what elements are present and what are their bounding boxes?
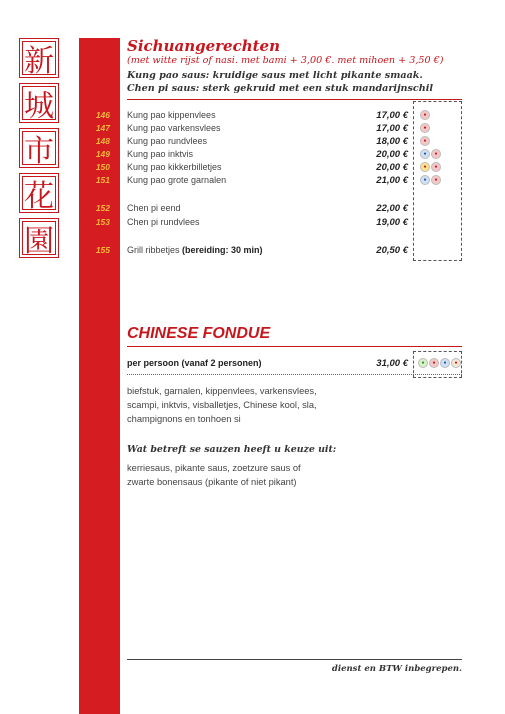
fondue-divider (127, 346, 462, 347)
shellfish-icon: ● (451, 358, 461, 368)
sauce-line-2: zwarte bonensaus (pikante of niet pikant) (127, 477, 297, 487)
sauce-heading: Wat betreft se sauzen heeft u keuze uit: (127, 444, 337, 455)
vegetable-icon: ● (418, 358, 428, 368)
footer-note: dienst en BTW inbegrepen. (331, 664, 462, 674)
menu-item (0, 217, 505, 229)
item-name: Kung pao inktvis (127, 149, 194, 159)
ingredients-line-3: champignons en tonhoen si (127, 414, 241, 424)
spicy-icon: ● (420, 110, 430, 120)
fondue-dotted-rule (127, 374, 462, 375)
item-price: 20,00 € (376, 162, 408, 173)
item-number: 155 (95, 245, 110, 255)
menu-item (0, 136, 505, 148)
sauce-description-chen-pi: Chen pi saus: sterk gekruid met een stuk mandarijnschil (127, 83, 434, 94)
fish-icon: ● (440, 358, 450, 368)
menu-item (0, 110, 505, 122)
spicy-icon: ● (431, 162, 441, 172)
menu-item (0, 203, 505, 215)
footer-divider (127, 659, 462, 660)
fondue-line-price: 31,00 € (376, 358, 408, 369)
spicy-icon: ● (420, 123, 430, 133)
item-price: 17,00 € (376, 110, 408, 121)
item-name: Kung pao grote garnalen (127, 175, 227, 185)
item-number: 152 (95, 203, 110, 213)
menu-item (0, 245, 505, 257)
chinese-char-2: 城 (19, 83, 59, 123)
item-price: 20,00 € (376, 149, 408, 160)
item-number: 149 (95, 149, 110, 159)
spicy-icon: ● (431, 175, 441, 185)
item-price: 18,00 € (376, 136, 408, 147)
item-number: 147 (95, 123, 110, 133)
menu-item (0, 162, 505, 174)
frog-icon: ● (420, 162, 430, 172)
section-divider (127, 99, 462, 100)
menu-item (0, 175, 505, 187)
item-price: 17,00 € (376, 123, 408, 134)
spicy-icon: ● (420, 136, 430, 146)
chinese-char-4: 花 (19, 173, 59, 213)
item-name-text: Grill ribbetjes (127, 245, 180, 255)
item-price: 21,00 € (376, 175, 408, 186)
ingredients-line-2: scampi, inktvis, visballetjes, Chinese kool, sla, (127, 400, 317, 410)
preparation-note: (bereiding: 30 min) (182, 245, 263, 255)
fondue-ingredients (127, 384, 317, 426)
item-number: 153 (95, 217, 110, 227)
item-name: Kung pao kikkerbilletjes (127, 162, 222, 172)
menu-item (0, 149, 505, 161)
item-price: 20,50 € (376, 245, 408, 256)
item-name (127, 245, 263, 255)
sauce-options (127, 461, 301, 489)
ingredients-line-1: biefstuk, garnalen, kippenvlees, varkensvlees, (127, 386, 317, 396)
shellfish-icon: ● (420, 175, 430, 185)
chinese-char-5: 園 (19, 218, 59, 258)
item-name: Kung pao rundvlees (127, 136, 208, 146)
chinese-char-3: 市 (19, 128, 59, 168)
item-number: 148 (95, 136, 110, 146)
item-price: 19,00 € (376, 217, 408, 228)
item-name: Kung pao varkensvlees (127, 123, 221, 133)
item-name: Chen pi rundvlees (127, 217, 200, 227)
item-number: 146 (95, 110, 110, 120)
item-number: 150 (95, 162, 110, 172)
item-number: 151 (95, 175, 110, 185)
meat-icon: ● (429, 358, 439, 368)
section-subtitle: (met witte rijst of nasi. met bami + 3,00 €. met mihoen + 3,50 €) (127, 55, 444, 66)
fondue-title: CHINESE FONDUE (127, 325, 271, 342)
chinese-char-1: 新 (19, 38, 59, 78)
item-name: Chen pi eend (127, 203, 181, 213)
fondue-icons-row (0, 358, 505, 370)
item-name: Kung pao kippenvlees (127, 110, 216, 120)
menu-item (0, 123, 505, 135)
item-price: 22,00 € (376, 203, 408, 214)
spicy-icon: ● (431, 149, 441, 159)
sauce-line-1: kerriesaus, pikante saus, zoetzure saus of (127, 463, 301, 473)
sauce-description-kung-pao: Kung pao saus: kruidige saus met licht pikante smaak. (127, 70, 423, 81)
fondue-line-label: per persoon (vanaf 2 personen) (127, 358, 262, 368)
seafood-icon: ● (420, 149, 430, 159)
section-title: Sichuangerechten (127, 37, 280, 55)
